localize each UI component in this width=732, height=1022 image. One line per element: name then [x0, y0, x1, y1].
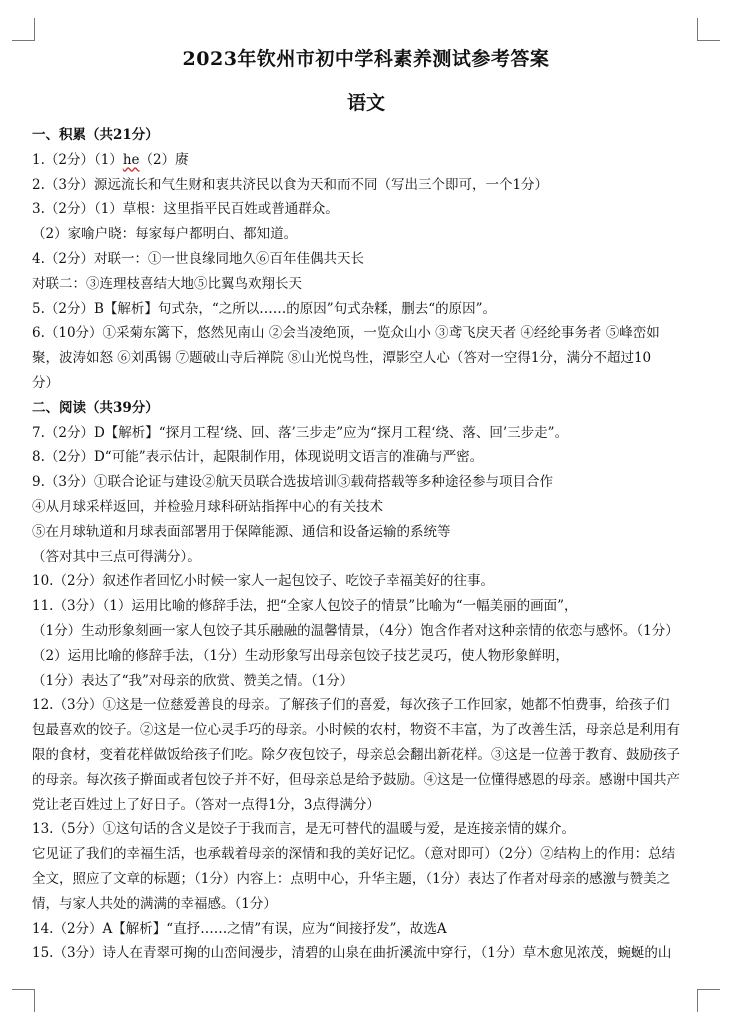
section-heading: 一、积累（共21分） [32, 127, 159, 143]
answer-line: 5.（2分）B【解析】句式杂，“之所以……的原因”句式杂糅，删去“的原因”。 [32, 300, 496, 317]
answer-line: 限的食材，变着花样做饭给孩子们吃。除夕夜包饺子，母亲总会翻出新花样。③这是一位善于教育、鼓励孩子 [32, 746, 680, 763]
answer-line: 全文，照应了文章的标题；（1分）内容上：点明中心，升华主题，（1分）表达了作者对母亲的感激与赞美之 [32, 870, 671, 887]
answer-line: 9.（3分）①联合论证与建设②航天员联合选拔培训③载荷搭载等多种途径参与项目合作 [32, 474, 553, 491]
answer-line: 8.（2分）D“可能”表示估计，起限制作用，体现说明文语言的准确与严密。 [32, 449, 484, 466]
answer-line: 13.（5分）①这句话的含义是饺子于我而言，是无可替代的温暖与爱，是连接亲情的媒介。 [32, 821, 576, 838]
crop-mark-top-left [12, 18, 35, 41]
answer-line: （2）运用比喻的修辞手法，（1分）生动形象写出母亲包饺子技艺灵巧，使人物形象鲜明， [32, 647, 569, 664]
answer-line: 的母亲。每次孩子擀面或者包饺子并不好，但母亲总是给予鼓励。④这是一位懂得感恩的母亲。感谢中国共产 [32, 771, 680, 788]
answer-line: 情，与家人共处的满满的幸福感。（1分） [32, 895, 277, 912]
answer-line: 3.（2分）（1）草根：这里指平民百姓或普通群众。 [32, 201, 339, 218]
answer-line: （1分）生动形象刻画一家人包饺子其乐融融的温馨情景，（4分）饱含作者对这种亲情的依恋与感怀。（1分） [32, 622, 679, 639]
crop-mark-bottom-left [12, 989, 35, 1012]
crop-mark-top-right [697, 18, 720, 41]
subject-title: 语文 [346, 92, 385, 114]
answer-line: （1分）表达了“我”对母亲的欣赏、赞美之情。（1分） [32, 672, 354, 689]
answer-line: 10.（2分）叙述作者回忆小时候一家人一起包饺子、吃饺子幸福美好的往事。 [32, 573, 495, 590]
answer-line: 7.（2分）D【解析】“探月工程‘绕、回、落’三步走”应为“探月工程‘绕、落、回’三步走”。 [32, 424, 569, 441]
answer-content [32, 123, 704, 966]
answer-line: 聚，波涛如怒 ⑥刘禹锡 ⑦题破山寺后禅院 ⑧山光悦鸟性，潭影空人心（答对一空得1分，满分不超过10 [32, 350, 652, 367]
answer-line: 党让老百姓过上了好日子。（答对一点得1分，3点得满分） [32, 796, 380, 813]
answer-line: 14.（2分）A【解析】“直抒……之情”有误，应为“间接抒发”，故选A [32, 920, 447, 937]
answer-line: （2）家喻户晓：每家每户都明白、都知道。 [32, 226, 298, 243]
answer-line: ⑤在月球轨道和月球表面部署用于保障能源、通信和设备运输的系统等 [32, 523, 451, 540]
answer-line: 2.（3分）源远流长和气生财和衷共济民以食为天和而不同（写出三个即可，一个1分） [32, 176, 549, 193]
answer-line-suffix: （2）赓 [139, 151, 189, 168]
answer-line: ④从月球采样返回，并检验月球科研站指挥中心的有关技术 [32, 498, 383, 515]
answer-line: （答对其中三点可得满分）。 [32, 548, 201, 565]
answer-line: 对联二：③连理枝喜结大地⑤比翼鸟欢翔长天 [32, 275, 302, 292]
answer-line [32, 148, 704, 173]
answer-line: 15.（3分）诗人在青翠可掬的山峦间漫步，清碧的山泉在曲折溪流中穿行，（1分）草木愈见浓茂，蜿蜒的山 [32, 945, 672, 962]
answer-line: 分） [32, 374, 59, 391]
page-title: 2023年钦州市初中学科素养测试参考答案 [182, 48, 550, 70]
pinyin-answer: he [122, 151, 140, 168]
crop-mark-bottom-right [697, 989, 720, 1012]
answer-line: 12.（3分）①这是一位慈爱善良的母亲。了解孩子们的喜爱，每次孩子工作回家，她都不怕费事，给孩子们 [32, 697, 670, 714]
answer-line: 11.（3分）（1）运用比喻的修辞手法，把“全家人包饺子的情景”比喻为“一幅美丽的画面”， [32, 598, 578, 615]
answer-line-prefix: 1.（2分）（1） [32, 151, 123, 168]
answer-line: 6.（10分）①采菊东篱下，悠然见南山 ②会当凌绝顶，一览众山小 ③鸢飞戾天者 ④经纶事务者 ⑤峰峦如 [32, 325, 660, 342]
answer-line: 它见证了我们的幸福生活，也承载着母亲的深情和我的美好记忆。（意对即可）（2分）②结构上的作用：总结 [32, 846, 676, 863]
answer-line: 包最喜欢的饺子。②这是一位心灵手巧的母亲。小时候的农村，物资不丰富，为了改善生活，母亲总是利用有 [32, 722, 680, 739]
answer-line: 4.（2分）对联一：①一世良缘同地久⑥百年佳偶共天长 [32, 250, 364, 267]
section-heading: 二、阅读（共39分） [32, 399, 159, 416]
